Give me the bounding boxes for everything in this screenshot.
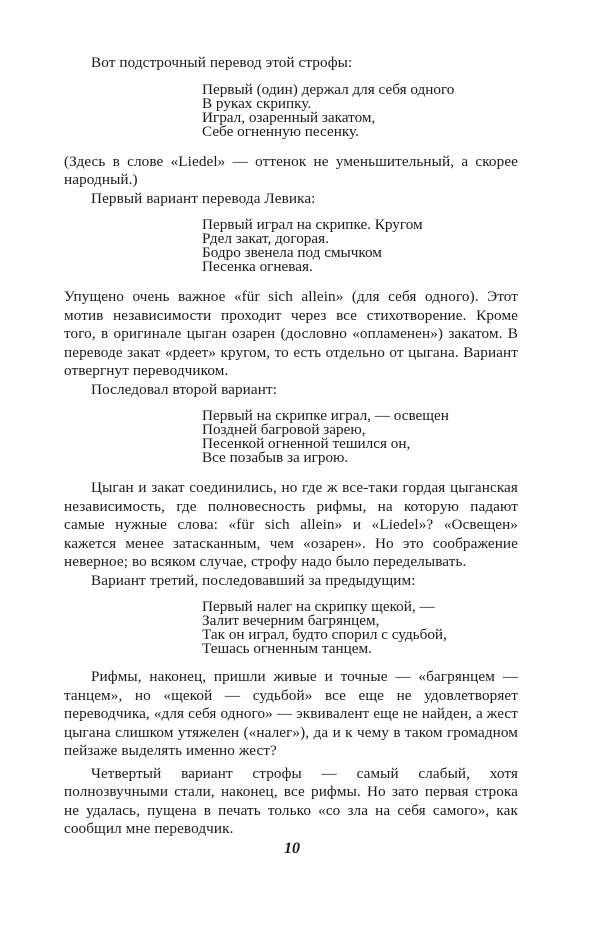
poem-line: Залит вечерним багрянцем,: [202, 612, 380, 629]
document-page: [64, 54, 518, 839]
poem-second-variant: [202, 409, 518, 465]
paragraph-third-variant-critique: Рифмы, наконец, пришли живые и точные — «багрянцем — танцем», но «щекой — судьбой» все еще не удовлетворяет переводчика, «для себя одного» — эквивалент еще не найден, а жест цыгана слишком утяжелен («налег»), да и к чему в таком громадном пейзаже выделять именно жест?: [64, 668, 518, 759]
poem-line: Тешась огненным танцем.: [202, 640, 372, 657]
page-number: 10: [284, 840, 300, 857]
poem-line: Бодро звенела под смычком: [202, 244, 382, 261]
poem-line: Первый на скрипке играл, — освещен: [202, 407, 449, 424]
paragraph-second-variant-critique: Цыган и закат соединились, но где ж все-таки гордая цыганская независимость, где полновесность рифмы, на которую падают самые нужные слова: «für sich allein» и «Liedel»? «Освещен» кажется менее затасканным, чем «озарен». Но это соображение неверное; во всяком случае, строфу надо было переделывать.: [64, 479, 518, 570]
poem-line: Первый налег на скрипку щекой, —: [202, 598, 435, 615]
paragraph-third-variant-intro: Вариант третий, последовавший за предыдущим:: [91, 571, 416, 589]
poem-line: Поздней багровой зарею,: [202, 421, 366, 438]
poem-third-variant: [202, 600, 518, 656]
poem-line: Песенкой огненной тешился он,: [202, 435, 411, 452]
paragraph-intro: Вот подстрочный перевод этой строфы:: [91, 54, 353, 71]
poem-line: Первый играл на скрипке. Кругом: [202, 216, 423, 233]
paragraph-first-variant-intro: Первый вариант перевода Левика:: [91, 189, 316, 207]
paragraph-first-variant-critique: Упущено очень важное «für sich allein» (для себя одного). Этот мотив независимости проходит через все стихотворение. Кроме того, в оригинале цыган озарен (дословно «опламенен») закатом. В переводе закат «рдеет» кругом, то есть отдельно от цыгана. Вариант отвергнут переводчиком.: [64, 288, 518, 379]
paragraph-liedel-note: (Здесь в слове «Liedel» — оттенок не уменьшительный, а скорее народный.): [64, 152, 518, 188]
paragraph-fourth-variant: Четвертый вариант строфы — самый слабый, хотя полнозвучными стали, наконец, все рифмы. Но зато первая строка не удалась, пущена в печать только «со зла на себя самого», как сообщил мне переводчик.: [64, 764, 518, 837]
paragraph-second-variant-intro: Последовал второй вариант:: [91, 380, 278, 398]
poem-line: Рдел закат, догорая.: [202, 230, 329, 247]
poem-first-variant: [202, 218, 518, 274]
poem-line: Первый (один) держал для себя одного: [202, 80, 455, 98]
poem-line: Все позабыв за игрою.: [202, 449, 349, 466]
poem-line: Играл, озаренный закатом,: [202, 108, 376, 126]
poem-line: Так он играл, будто спорил с судьбой,: [202, 626, 447, 643]
poem-line: Себе огненную песенку.: [202, 122, 359, 140]
poem-literal-translation: [202, 80, 518, 140]
poem-line: Песенка огневая.: [202, 258, 313, 275]
poem-line: В руках скрипку.: [202, 94, 312, 112]
